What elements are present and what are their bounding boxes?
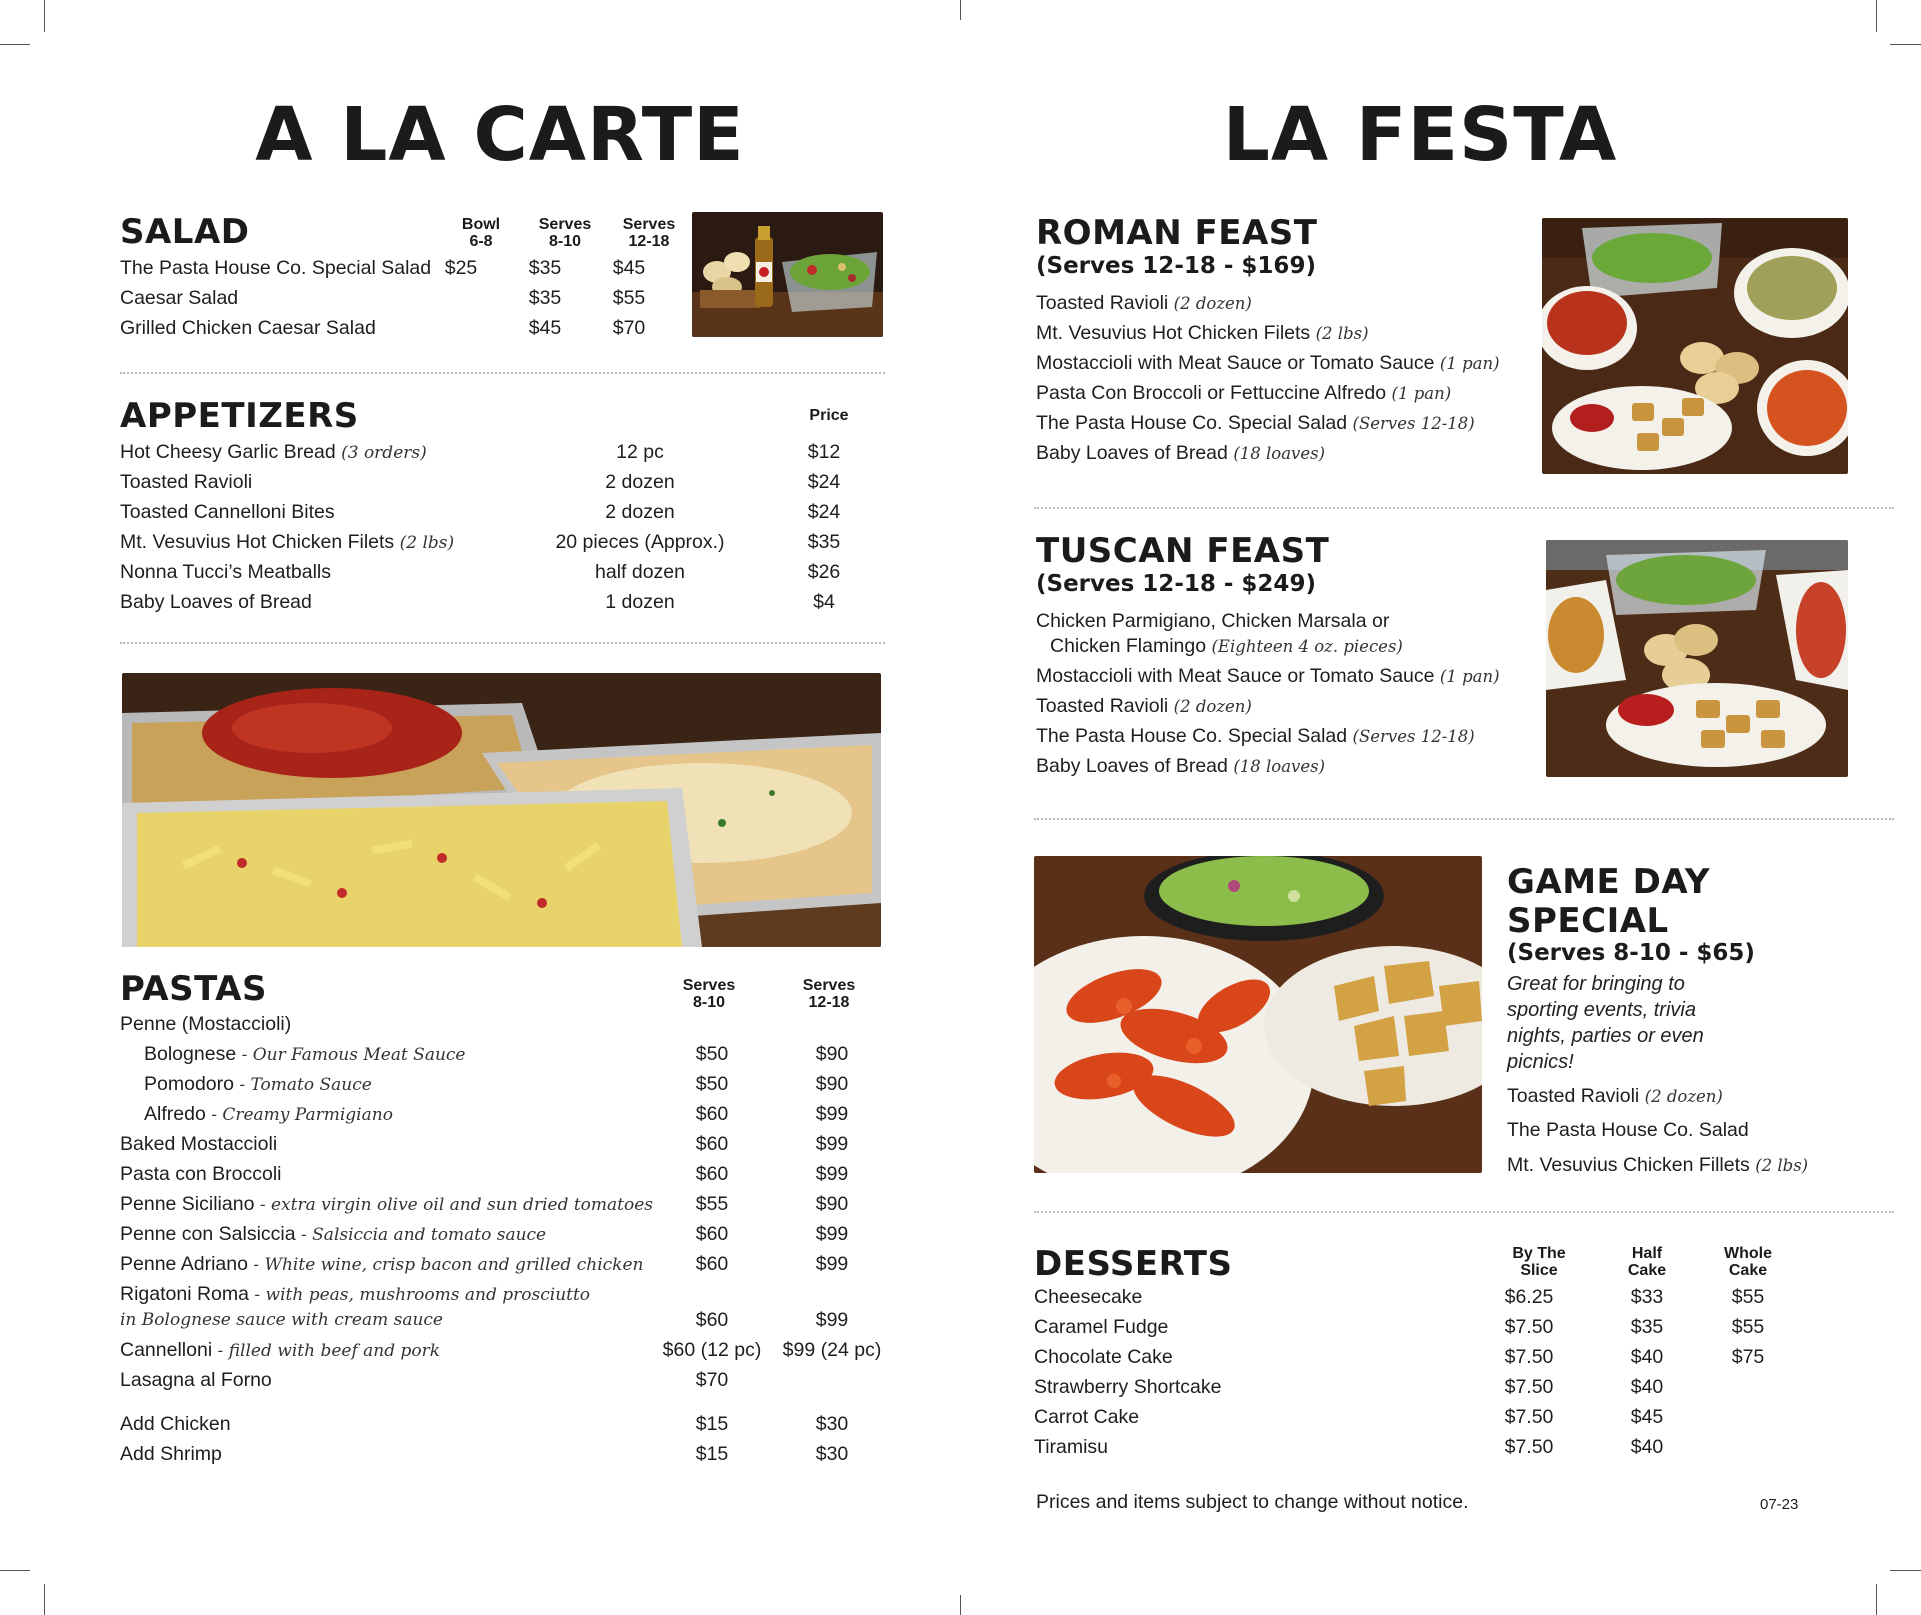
crop-mark [1876,1584,1877,1615]
appetizer-qty: 2 dozen [605,471,675,493]
price-disclaimer: Prices and items subject to change without notice. [1036,1491,1469,1513]
salad-price-12-18: $70 [612,317,646,339]
appetizer-row [120,557,880,587]
roman-feast-item: Pasta Con Broccoli or Fettuccine Alfredo (1 pan) [1036,382,1452,404]
crop-mark [44,0,45,32]
pasta-row [120,1039,890,1069]
dessert-row [1034,1372,1814,1402]
appetizer-note: (3 orders) [341,443,427,463]
salad-col-serves-12-18: Serves 12-18 [622,216,676,250]
game-day-heading-line1: GAME DAY [1507,862,1711,902]
desserts-col-whole: Whole Cake [1724,1245,1772,1279]
dessert-row [1034,1432,1814,1462]
tuscan-feast-photo [1546,540,1848,777]
salad-price-8-10: $45 [528,317,562,339]
pasta-name: Alfredo [144,1103,206,1125]
appetizer-qty: 2 dozen [605,501,675,523]
pasta-row [120,1335,890,1365]
roman-feast-item: Mostaccioli with Meat Sauce or Tomato Sauce (1 pan) [1036,352,1500,374]
appetizer-qty: 1 dozen [605,591,675,613]
salad-col-serves-8-10: Serves 8-10 [538,216,592,250]
pasta-name: Lasagna al Forno [120,1369,272,1391]
salad-heading: SALAD [120,212,250,252]
pasta-name: Rigatoni Roma [120,1283,249,1305]
dessert-row [1034,1312,1814,1342]
appetizer-note: (2 lbs) [399,533,455,553]
pasta-desc: - with peas, mushrooms and prosciutto [248,1285,591,1305]
appetizer-name: Toasted Ravioli [120,471,253,493]
game-day-blurb-line: nights, parties or even [1507,1025,1704,1047]
dessert-price-half: $40 [1630,1376,1664,1398]
appetizer-row [120,497,880,527]
addon-price-12-18: $30 [815,1443,849,1465]
crop-mark [1890,44,1921,45]
appetizer-qty: 12 pc [616,441,664,463]
pastas-col-serves-12-18: Serves 12-18 [802,977,856,1011]
dessert-price-slice: $7.50 [1504,1406,1554,1428]
pasta-desc: - extra virgin olive oil and sun dried tomatoes [254,1195,654,1215]
appetizer-name: Toasted Cannelloni Bites [120,501,335,523]
crop-mark [44,1584,45,1615]
appetizer-name: Nonna Tucci’s Meatballs [120,561,331,583]
desserts-col-slice: By The Slice [1512,1245,1566,1279]
pasta-name: Penne Adriano [120,1253,248,1275]
dessert-name: Carrot Cake [1034,1406,1140,1428]
pasta-desc: - filled with beef and pork [212,1341,441,1361]
dessert-price-whole: $75 [1731,1346,1765,1368]
salad-price-8-10: $35 [528,257,562,279]
roman-feast-item: The Pasta House Co. Special Salad (Serves 12-18) [1036,412,1475,434]
appetizer-price: $24 [807,501,841,523]
pasta-price-8-10: $60 (12 pc) [662,1339,762,1361]
pasta-desc: in Bolognese sauce with cream sauce [120,1310,443,1330]
salad-name: Caesar Salad [120,287,239,309]
dessert-price-half: $35 [1630,1316,1664,1338]
salad-price-12-18: $45 [612,257,646,279]
desserts-col-half: Half Cake [1627,1245,1667,1279]
pasta-row-rigatoni-cont [120,1305,890,1335]
crop-mark [0,44,30,45]
pasta-price-8-10: $50 [695,1073,729,1095]
pasta-desc: - Our Famous Meat Sauce [236,1045,466,1065]
dessert-price-whole: $55 [1731,1316,1765,1338]
appetizer-qty: 20 pieces (Approx.) [555,531,725,553]
divider [1034,818,1894,820]
appetizer-name: Hot Cheesy Garlic Bread [120,441,336,463]
pasta-price-8-10: $60 [695,1163,729,1185]
dessert-name: Caramel Fudge [1034,1316,1169,1338]
dessert-price-slice: $7.50 [1504,1316,1554,1338]
addon-price-8-10: $15 [695,1413,729,1435]
addon-name: Add Shrimp [120,1443,222,1465]
page-title-left: A LA CARTE [255,92,745,178]
appetizer-name: Baby Loaves of Bread [120,591,312,613]
dessert-name: Cheesecake [1034,1286,1143,1308]
appetizer-row [120,587,880,617]
addon-row [120,1439,890,1469]
crop-mark [0,1570,30,1571]
game-day-heading-line2: SPECIAL [1507,901,1669,941]
appetizer-price: $26 [807,561,841,583]
roman-feast-item: Baby Loaves of Bread (18 loaves) [1036,442,1326,464]
appetizer-qty: half dozen [595,561,685,583]
pasta-price-8-10: $60 [695,1253,729,1275]
pasta-price-8-10: $50 [695,1043,729,1065]
pasta-price-8-10: $60 [695,1133,729,1155]
salad-price-8-10: $35 [528,287,562,309]
appetizer-price: $24 [807,471,841,493]
pasta-row [120,1099,890,1129]
pasta-row [120,1159,890,1189]
salad-row [120,283,700,313]
appetizer-price: $35 [807,531,841,553]
crop-mark [1876,0,1877,32]
pasta-price-8-10: $70 [695,1369,729,1391]
pasta-row [120,1365,890,1395]
pasta-price-12-18: $99 [815,1253,849,1275]
dessert-price-whole: $55 [1731,1286,1765,1308]
salad-row [120,313,700,343]
dessert-price-slice: $7.50 [1504,1346,1554,1368]
pasta-row [120,1069,890,1099]
roman-feast-photo [1542,218,1848,474]
pasta-price-12-18: $99 [815,1103,849,1125]
salad-col-bowl: Bowl 6-8 [461,216,501,250]
pasta-price-8-10: $60 [695,1223,729,1245]
dessert-price-half: $33 [1630,1286,1664,1308]
game-day-subheading: (Serves 8-10 - $65) [1507,940,1755,966]
game-day-blurb-line: Great for bringing to [1507,973,1685,995]
tuscan-feast-subheading: (Serves 12-18 - $249) [1036,571,1316,597]
pasta-name: Penne con Salsiccia [120,1223,296,1245]
roman-feast-subheading: (Serves 12-18 - $169) [1036,253,1316,279]
addon-row [120,1409,890,1439]
game-day-blurb-line: picnics! [1507,1051,1574,1073]
salad-name: The Pasta House Co. Special Salad [120,257,432,279]
game-day-item: Mt. Vesuvius Chicken Fillets (2 lbs) [1507,1154,1809,1176]
crop-mark [960,0,961,20]
dessert-name: Chocolate Cake [1034,1346,1173,1368]
addon-name: Add Chicken [120,1413,231,1435]
pasta-price-12-18: $99 [815,1163,849,1185]
dessert-row [1034,1342,1814,1372]
pasta-row [120,1189,890,1219]
tuscan-feast-heading: TUSCAN FEAST [1036,531,1330,571]
appetizer-price: $12 [807,441,841,463]
pasta-price-8-10: $60 [695,1103,729,1125]
pasta-trays-photo [122,673,881,947]
salad-price-bowl: $25 [444,257,478,279]
pasta-price-12-18: $90 [815,1043,849,1065]
pasta-price-12-18: $99 [815,1133,849,1155]
divider [120,642,885,644]
pasta-price-12-18: $99 [815,1309,849,1331]
pasta-row [120,1219,890,1249]
tuscan-feast-item: Baby Loaves of Bread (18 loaves) [1036,755,1326,777]
divider [120,372,885,374]
dessert-row [1034,1282,1814,1312]
roman-feast-item: Mt. Vesuvius Hot Chicken Filets (2 lbs) [1036,322,1369,344]
menu-version-code: 07-23 [1760,1496,1799,1513]
game-day-item: The Pasta House Co. Salad [1507,1119,1749,1141]
appetizers-heading: APPETIZERS [120,396,359,436]
dessert-row [1034,1402,1814,1432]
salad-name: Grilled Chicken Caesar Salad [120,317,376,339]
roman-feast-heading: ROMAN FEAST [1036,213,1318,253]
pasta-price-12-18: $90 [815,1073,849,1095]
tuscan-feast-item: Toasted Ravioli (2 dozen) [1036,695,1252,717]
dessert-price-slice: $7.50 [1504,1376,1554,1398]
pasta-row [120,1249,890,1279]
crop-mark [960,1595,961,1615]
roman-feast-item: Toasted Ravioli (2 dozen) [1036,292,1252,314]
tuscan-feast-item: Mostaccioli with Meat Sauce or Tomato Sauce (1 pan) [1036,665,1500,687]
pasta-price-12-18: $90 [815,1193,849,1215]
salad-row [120,253,700,283]
pasta-price-12-18: $99 (24 pc) [782,1339,882,1361]
pastas-heading: PASTAS [120,969,267,1009]
tuscan-feast-item: The Pasta House Co. Special Salad (Serves 12-18) [1036,725,1475,747]
pasta-name: Pomodoro [144,1073,234,1095]
addon-price-12-18: $30 [815,1413,849,1435]
page-title-right: LA FESTA [1222,92,1618,178]
desserts-heading: DESSERTS [1034,1244,1233,1284]
game-day-blurb-line: sporting events, trivia [1507,999,1696,1021]
pasta-desc: - White wine, crisp bacon and grilled chicken [247,1255,644,1275]
pasta-price-12-18: $99 [815,1223,849,1245]
divider [1034,507,1894,509]
pasta-desc: - Tomato Sauce [233,1075,372,1095]
appetizer-row [120,437,880,467]
pasta-name: Pasta con Broccoli [120,1163,282,1185]
appetizer-price: $4 [813,591,835,613]
pasta-row [120,1129,890,1159]
divider [1034,1211,1894,1213]
pasta-desc: - Creamy Parmigiano [205,1105,393,1125]
addon-price-8-10: $15 [695,1443,729,1465]
dessert-name: Tiramisu [1034,1436,1109,1458]
tuscan-feast-item: Chicken Parmigiano, Chicken Marsala or [1036,610,1390,632]
dessert-price-slice: $7.50 [1504,1436,1554,1458]
game-day-item: Toasted Ravioli (2 dozen) [1507,1085,1723,1107]
dessert-price-half: $40 [1630,1436,1664,1458]
pasta-price-8-10: $55 [695,1193,729,1215]
appetizer-row [120,467,880,497]
pasta-name: Bolognese [144,1043,237,1065]
dessert-price-slice: $6.25 [1504,1286,1554,1308]
dessert-price-half: $45 [1630,1406,1664,1428]
appetizer-name: Mt. Vesuvius Hot Chicken Filets [120,531,395,553]
dessert-price-half: $40 [1630,1346,1664,1368]
appetizer-row [120,527,880,557]
crop-mark [1890,1570,1921,1571]
pasta-desc: - Salsiccia and tomato sauce [295,1225,547,1245]
pasta-price-8-10: $60 [695,1309,729,1331]
pasta-name: Baked Mostaccioli [120,1133,278,1155]
salad-price-12-18: $55 [612,287,646,309]
salad-photo [692,212,883,337]
pasta-name: Cannelloni [120,1339,213,1361]
pastas-col-serves-8-10: Serves 8-10 [682,977,736,1011]
appetizers-col-price: Price [809,407,849,424]
game-day-photo [1034,856,1482,1173]
pasta-name: Penne Siciliano [120,1193,255,1215]
tuscan-feast-item-cont: Chicken Flamingo (Eighteen 4 oz. pieces) [1050,635,1403,657]
dessert-name: Strawberry Shortcake [1034,1376,1222,1398]
